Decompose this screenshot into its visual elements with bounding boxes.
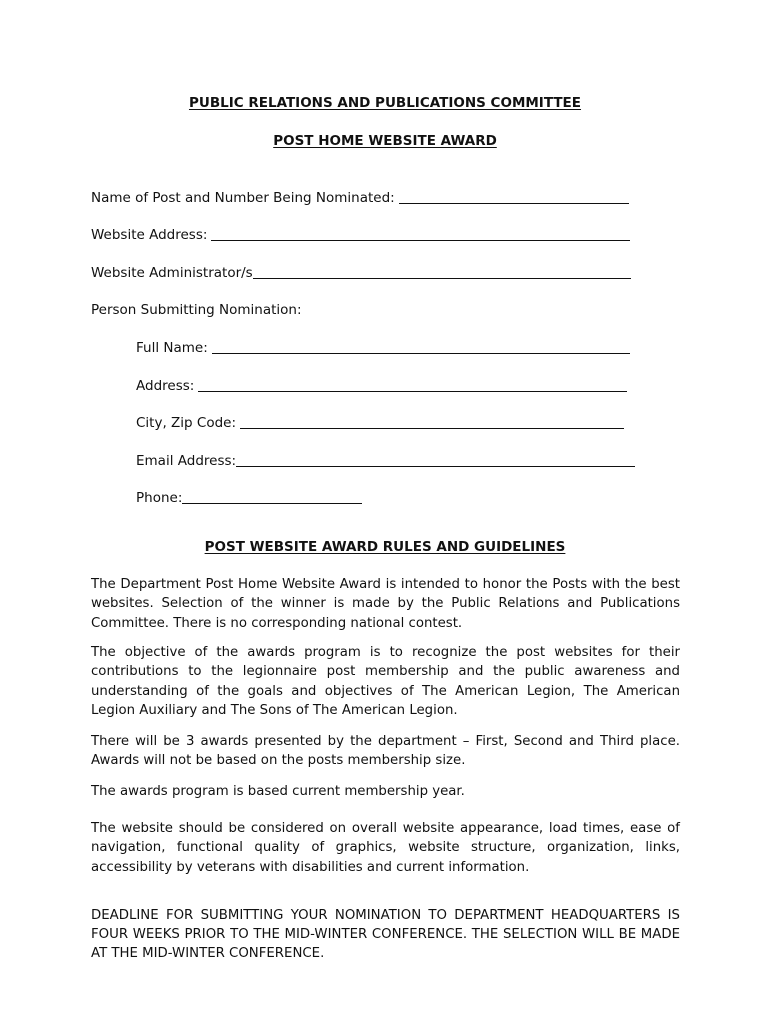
city-zip-field (136, 414, 624, 432)
phone-label: Phone: (136, 490, 183, 506)
city-zip-blank[interactable] (240, 414, 624, 429)
city-zip-label: City, Zip Code: (136, 415, 237, 431)
address-field (136, 377, 627, 395)
website-admin-blank[interactable] (253, 264, 631, 279)
website-admin-label: Website Administrator/s (91, 265, 253, 281)
paragraph-intro: The Department Post Home Website Award is intended to honor the Posts with the best websites. Selection of the winner is made by the Public Relations and Publications Committee. There is no corresponding national contest. (91, 577, 680, 631)
full-name-field (136, 339, 630, 357)
deadline-notice: DEADLINE FOR SUBMITTING YOUR NOMINATION TO DEPARTMENT HEADQUARTERS IS FOUR WEEKS PRIOR TO THE MID-WINTER CONFERENCE. THE SELECTION WILL BE MADE AT THE MID-WINTER CONFERENCE. (91, 908, 680, 961)
award-title: POST HOME WEBSITE AWARD (273, 133, 497, 149)
paragraph-criteria: The website should be considered on overall website appearance, load times, ease of navigation, functional quality of graphics, website structure, organization, links, accessibility by veterans with disabilities and current information. (91, 821, 680, 875)
email-label: Email Address: (136, 453, 237, 469)
person-submitting-label: Person Submitting Nomination: (91, 302, 302, 318)
full-name-blank[interactable] (212, 339, 630, 354)
rules-title: POST WEBSITE AWARD RULES AND GUIDELINES (204, 539, 566, 555)
paragraph-awards: There will be 3 awards presented by the department – First, Second and Third place. Awards will not be based on the posts membership size. (91, 734, 680, 769)
phone-blank[interactable] (182, 489, 362, 504)
post-name-field (91, 189, 629, 207)
phone-field (136, 489, 362, 507)
website-admin-field (91, 264, 631, 282)
post-name-blank[interactable] (399, 189, 629, 204)
post-name-label: Name of Post and Number Being Nominated: (91, 190, 395, 206)
address-blank[interactable] (198, 377, 627, 392)
email-field (136, 452, 635, 470)
paragraph-membership-year: The awards program is based current membership year. (91, 784, 465, 799)
website-address-field (91, 226, 630, 244)
committee-title: PUBLIC RELATIONS AND PUBLICATIONS COMMITTEE (188, 95, 582, 111)
website-address-label: Website Address: (91, 227, 208, 243)
email-blank[interactable] (236, 452, 635, 467)
paragraph-objective: The objective of the awards program is to recognize the post websites for their contributions to the legionnaire post membership and the public awareness and understanding of the goals and objectives of The American Legion, The American Legion Auxiliary and The Sons of The American Legion. (91, 645, 680, 718)
address-label: Address: (136, 378, 195, 394)
full-name-label: Full Name: (136, 340, 208, 356)
website-address-blank[interactable] (211, 226, 630, 241)
